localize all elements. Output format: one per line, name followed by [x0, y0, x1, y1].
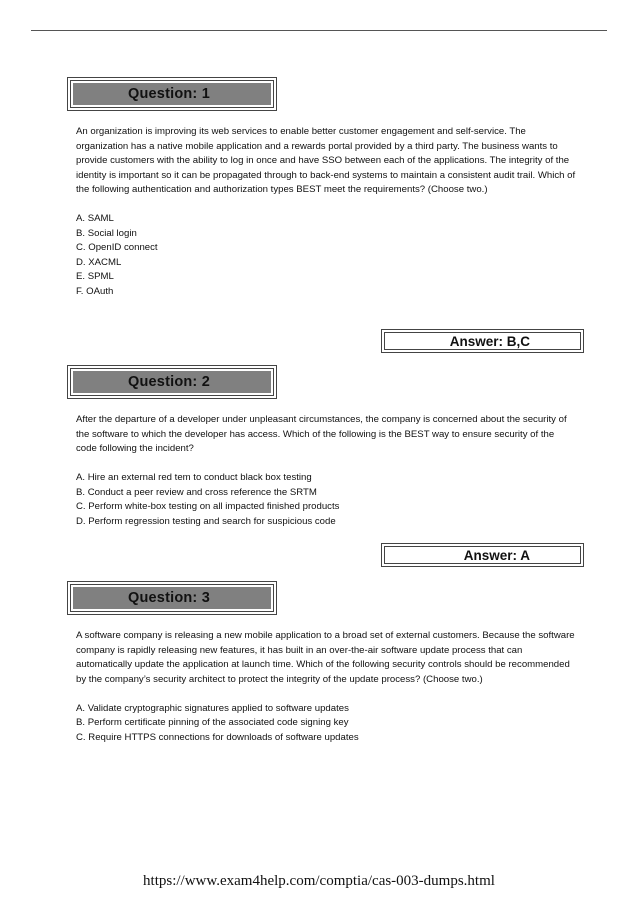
question-1-answer: Answer: B,C: [449, 333, 530, 349]
question-1-option-a: A. SAML: [76, 213, 114, 224]
question-2-answer: Answer: A: [463, 547, 530, 563]
question-1-body: [76, 125, 576, 299]
question-2-option-a: A. Hire an external red tem to conduct black box testing: [76, 472, 312, 483]
question-1-title: Question: 1: [128, 86, 210, 102]
question-2-option-b: B. Conduct a peer review and cross reference the SRTM: [76, 486, 317, 498]
question-3-title: Question: 3: [128, 590, 210, 606]
question-1-option-c: C. OpenID connect: [76, 242, 158, 253]
footer-url[interactable]: https://www.exam4help.com/comptia/cas-003-dumps.html: [143, 873, 495, 889]
question-3-option-a: A. Validate cryptographic signatures applied to software updates: [76, 702, 349, 714]
question-2-header: [67, 365, 277, 399]
question-1-option-b: B. Social login: [76, 227, 137, 239]
question-2-answer-box: [381, 543, 584, 567]
question-2-option-c: C. Perform white-box testing on all impacted finished products: [76, 501, 340, 512]
question-1-answer-box: [381, 329, 584, 353]
question-3-option-c: C. Require HTTPS connections for downloads of software updates: [76, 731, 359, 743]
question-2-body: [76, 413, 576, 529]
question-3-text: A software company is releasing a new mobile application to a broad set of external customers. Because the software company is rapidly releasing new features, it has built in an over-the-air software update process that can automatically update the application at launch time. Which of the following security controls should be recommended by the company’s security architect to protect the integrity of the update process? (Choose two.): [76, 630, 575, 685]
question-2-option-d: D. Perform regression testing and search for suspicious code: [76, 515, 336, 527]
question-2-title: Question: 2: [128, 374, 210, 390]
top-rule: [31, 30, 607, 31]
question-1-option-f: F. OAuth: [76, 285, 114, 297]
question-1-header: [67, 77, 277, 111]
question-1-option-d: D. XACML: [76, 256, 122, 268]
question-1-text: An organization is improving its web services to enable better customer engagement and self-service. The organization has a native mobile application and a rewards portal provided by a third party. The business wants to provide customers with the ability to log in once and have SSO between each of the applications. The integrity of the identity is important so it can be propagated through to back-end systems to maintain a consistent audit trail. Which of the following authentication and authorization types BEST meet the requirements? (Choose two.): [76, 126, 576, 195]
question-1-option-e: E. SPML: [76, 271, 114, 282]
question-3-body: [76, 629, 576, 745]
question-2-text: After the departure of a developer under unpleasant circumstances, the company is concerned about the security of the software to which the developer has access. Which of the following is the BEST way to ensure security of the code following the incident?: [76, 414, 567, 454]
question-3-header: [67, 581, 277, 615]
question-3-option-b: B. Perform certificate pinning of the associated code signing key: [76, 717, 349, 728]
